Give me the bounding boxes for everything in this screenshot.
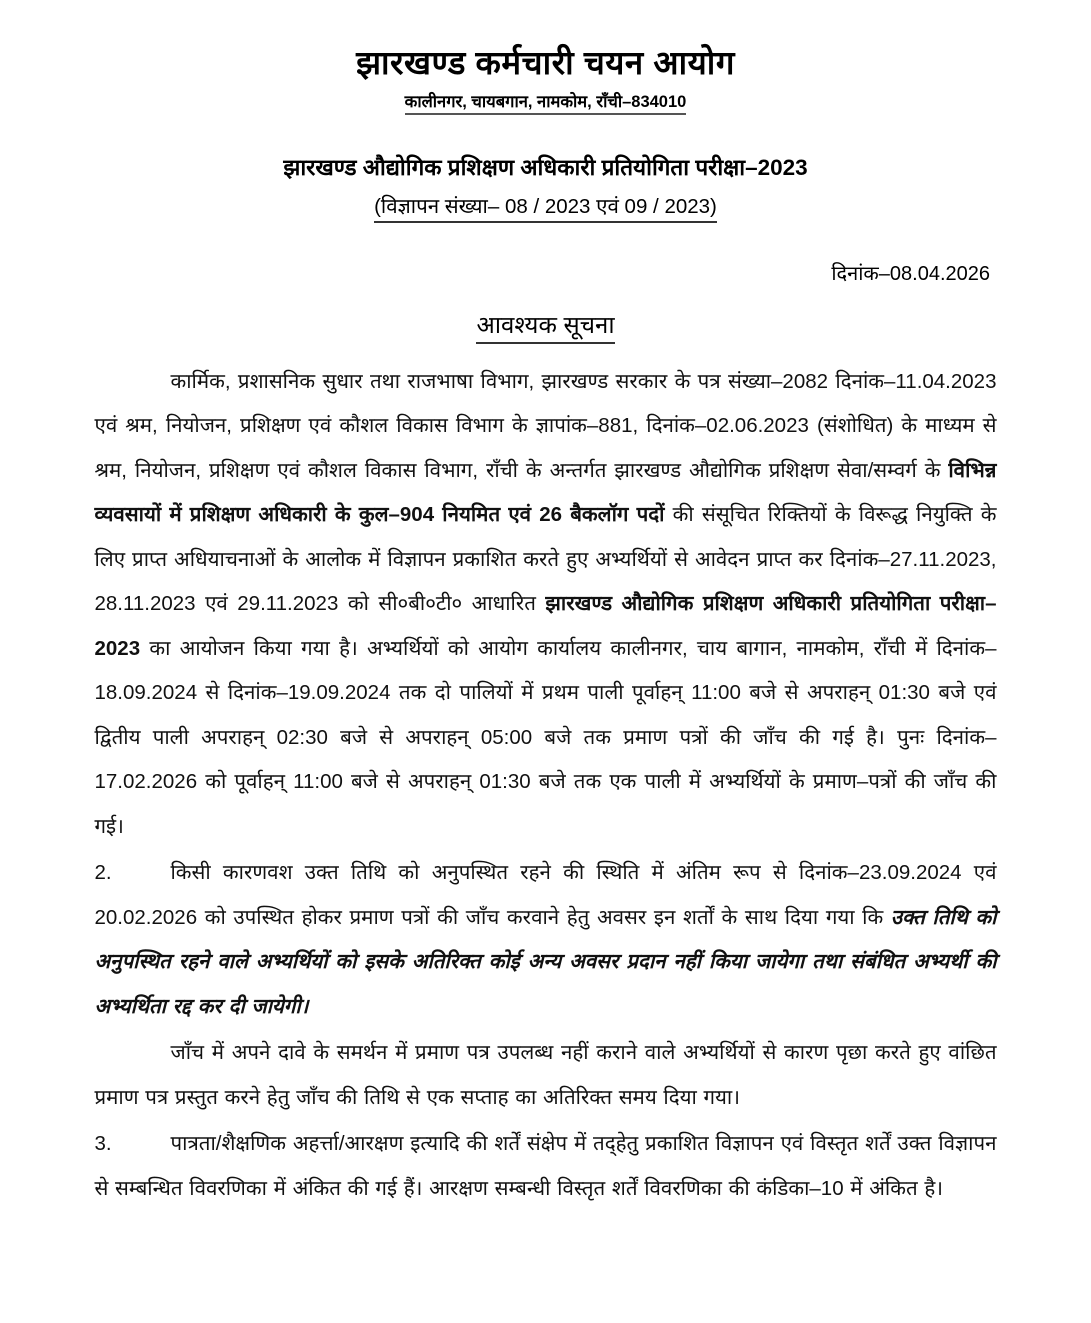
paragraph-2-italic-1: उक्त तिथि को अनुपस्थित रहने वाले अभ्यर्थियों को इसके अतिरिक्त कोई अन्य अवसर प्रदान नहीं किया जायेगा तथा संबंधित अभ्यर्थी की अभ्यर्थिता रद्द कर दी जायेगी। [94,905,997,1018]
paragraph-3-number: 3. [94,1132,112,1156]
document-date: दिनांक–08.04.2026 [831,262,990,285]
organization-address: कालीनगर, चायबगान, नामकोम, राँची–834010 [405,89,687,115]
exam-title-block [0,153,1091,222]
paragraph-2-segment-1: किसी कारणवश उक्त तिथि को अनुपस्थित रहने की स्थिति में अंतिम रूप से दिनांक–23.09.2024 एवं 20.02.2026 को उपस्थित होकर प्रमाण पत्रों की जाँच करवाने हेतु अवसर इन शर्तों के साथ दिया गया कि [94,861,997,929]
paragraph-1 [95,360,997,850]
paragraph-2-number: 2. [94,861,112,885]
organization-name: झारखण्ड कर्मचारी चयन आयोग [356,44,735,81]
notice-heading: आवश्यक सूचना [476,308,614,344]
paragraph-1-segment-1: कार्मिक, प्रशासनिक सुधार तथा राजभाषा विभाग, झारखण्ड सरकार के पत्र संख्या–2082 दिनांक–11.04.2023 एवं श्रम, नियोजन, प्रशिक्षण एवं कौशल विकास विभाग के ज्ञापांक–881, दिनांक–02.06.2023 (संशोधित) के माध्यम से श्रम, नियोजन, प्रशिक्षण एवं कौशल विकास विभाग, राँची के अन्तर्गत झारखण्ड औद्योगिक प्रशिक्षण सेवा/सम्वर्ग के [94,369,997,482]
document-header [0,0,1091,115]
paragraph-2b: जाँच में अपने दावे के समर्थन में प्रमाण पत्र उपलब्ध नहीं कराने वाले अभ्यर्थियों से कारण पृछा करते हुए वांछित प्रमाण पत्र प्रस्तुत करने हेतु जाँच की तिथि से एक सप्ताह का अतिरिक्त समय दिया गया। [94,1041,997,1109]
document-body [95,344,997,1212]
paragraph-3-text: पात्रता/शैक्षणिक अहर्त्ता/आरक्षण इत्यादि की शर्तें संक्षेप में तद्हेतु प्रकाशित विज्ञापन एवं विस्तृत शर्तें उक्त विज्ञापन से सम्बन्धित विवरणिका में अंकित की गई हैं। आरक्षण सम्बन्धी विस्तृत शर्तें विवरणिका की कंडिका–10 में अंकित है। [94,1132,997,1200]
paragraph-1-segment-2: की संसूचित रिक्तियों के विरूद्ध नियुक्ति के लिए प्राप्त अधियाचनाओं के आलोक में विज्ञापन प्रकाशित करते हुए अभ्यर्थियों से आवेदन प्राप्त कर दिनांक–27.11.2023, 28.11.2023 एवं 29.11.2023 को सी०बी०टी० आधारित [94,503,997,616]
paragraph-1-segment-3: का आयोजन किया गया है। अभ्यर्थियों को आयोग कार्यालय कालीनगर, चाय बागान, नामकोम, राँची में दिनांक–18.09.2024 से दिनांक–19.09.2024 तक दो पालियों में प्रथम पाली पूर्वाहन् 11:00 बजे से अपराहन् 01:30 बजे एवं द्वितीय पाली अपराहन् 02:30 बजे से अपराहन् 05:00 बजे तक प्रमाण पत्रों की जाँच की गई है। पुनः दिनांक–17.02.2026 को पूर्वाहन् 11:00 बजे से अपराहन् 01:30 बजे तक एक पाली में अभ्यर्थियों के प्रमाण–पत्रों की जाँच की गई। [94,636,997,838]
exam-title: झारखण्ड औद्योगिक प्रशिक्षण अधिकारी प्रतियोगिता परीक्षा–2023 [283,155,808,181]
notice-heading-wrap [0,308,1091,344]
paragraph-1-bold-2: झारखण्ड औद्योगिक प्रशिक्षण अधिकारी प्रतियोगिता परीक्षा–2023 [94,592,997,660]
paragraph-2 [95,851,997,1029]
paragraph-1-bold-1: विभिन्न व्यवसायों में प्रशिक्षण अधिकारी के कुल–904 नियमित एवं 26 बैकलॉग पदों [94,458,997,527]
advertisement-number: (विज्ञापन संख्या– 08 / 2023 एवं 09 / 2023) [374,192,717,223]
paragraph-3 [95,1122,997,1211]
